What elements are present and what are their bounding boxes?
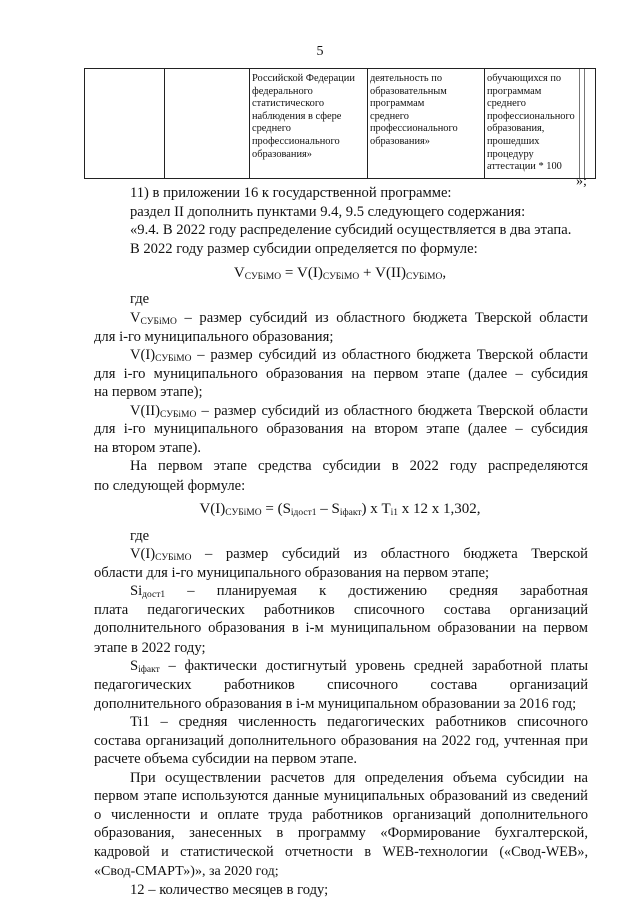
paragraph-line: «Свод-СМАРТ»)», за 2020 год; [94,864,279,879]
definition-line: для i-го муниципального образования; [94,329,334,345]
table-fragment [84,68,596,179]
table-cell: деятельность по образовательным программам среднего профессионального образования» [370,73,458,147]
definition-line: расчете объема субсидии на первом этапе. [94,751,357,767]
formula-first-stage: $V(I)_{СУБiМО} = (S_{iдост1} - S_{iфакт})$ х $T_{i1}$ х 12 х 1,302, [199,501,481,518]
definition-line: дополнительного образования в i-м муниципальном образовании на первом [94,620,588,636]
paragraph-line: 11) в приложении 16 к государственной программе: [130,185,452,201]
formula-total-subsidy: $V_{СУБiМО} = V(I)_{СУБiМО} + V(II)_{СУБiМО}$, [233,265,447,282]
table-border [584,69,585,178]
where-label: где [130,528,150,544]
definition-line: плата педагогических работников списочного состава организаций [94,602,588,618]
table-border [84,69,85,178]
paragraph-line: о численности и оплате труда работников организаций дополнительного [94,807,588,823]
paragraph-line: по следующей формуле: [94,478,246,494]
definition-line: Ti1 – средняя численность педагогических работников списочного [130,714,588,730]
definition-line: $V(I)_{СУБiМО}$ – размер субсидий из областного бюджета Тверской [130,546,588,563]
definition-line: $S_{iфакт}$ – фактически достигнутый уровень средней заработной платы [130,658,588,675]
table-cell: обучающихся по программам среднего профессионального образования, прошедших процедуру аттестации * 100 [487,73,575,173]
paragraph-line: «9.4. В 2022 году распределение субсидий осуществляется в два этапа. [130,222,572,238]
paragraph-line: 12 – количество месяцев в году; [130,882,329,898]
definition-line: педагогических работников списочного состава организаций [94,677,588,693]
paragraph-line: На первом этапе средства субсидии в 2022 году распределяются [130,458,588,474]
paragraph-line: кадровой и статистической отчетности в WEB-технологии («Свод-WEB», [94,844,588,860]
definition-line: на втором этапе). [94,440,202,456]
definition-line: дополнительного образования в i-м муниципальном образовании за 2016 год; [94,696,577,712]
paragraph-line: образования, занесенных в программу «Формирование бухгалтерской, [94,825,588,841]
table-cell: Российской Федерации федерального статистического наблюдения в сфере среднего профессионального образования» [252,73,355,160]
paragraph-line: раздел II дополнить пунктами 9.4, 9.5 следующего содержания: [130,204,526,220]
paragraph-line: первом этапе используются данные муниципальных образований из сведений [94,788,588,804]
definition-line: на первом этапе); [94,384,203,400]
paragraph-line: В 2022 году размер субсидии определяется по формуле: [130,241,478,257]
paragraph-line: При осуществлении расчетов для определения объема субсидии на [130,770,588,786]
definition-line: $Si_{дост1}$ – планируемая к достижению средняя заработная [130,583,588,600]
table-border [249,69,250,178]
table-border [367,69,368,178]
definition-line: $V(II)_{СУБiМО}$ – размер субсидий из областного бюджета Тверской области [130,403,588,420]
definition-line: этапе в 2022 году; [94,640,206,656]
definition-line: для i-го муниципального образования на втором этапе (далее – субсидия [94,421,588,437]
definition-line: области для i-го муниципального образования на первом этапе; [94,565,490,581]
definition-line: для i-го муниципального образования на первом этапе (далее – субсидия [94,366,588,382]
table-closing-quote: »; [576,174,587,189]
page-number: 5 [316,44,324,59]
table-border [484,69,485,178]
table-border [595,69,596,178]
where-label: где [130,291,150,307]
table-border [164,69,165,178]
definition-line: $V_{СУБiМО}$ – размер субсидий из областного бюджета Тверской области [130,310,588,327]
definition-line: $V(I)_{СУБiМО}$ – размер субсидий из областного бюджета Тверской области [130,347,588,364]
definition-line: состава организаций дополнительного образования на 2022 год, учтенная при [94,733,588,749]
table-border [579,69,580,178]
